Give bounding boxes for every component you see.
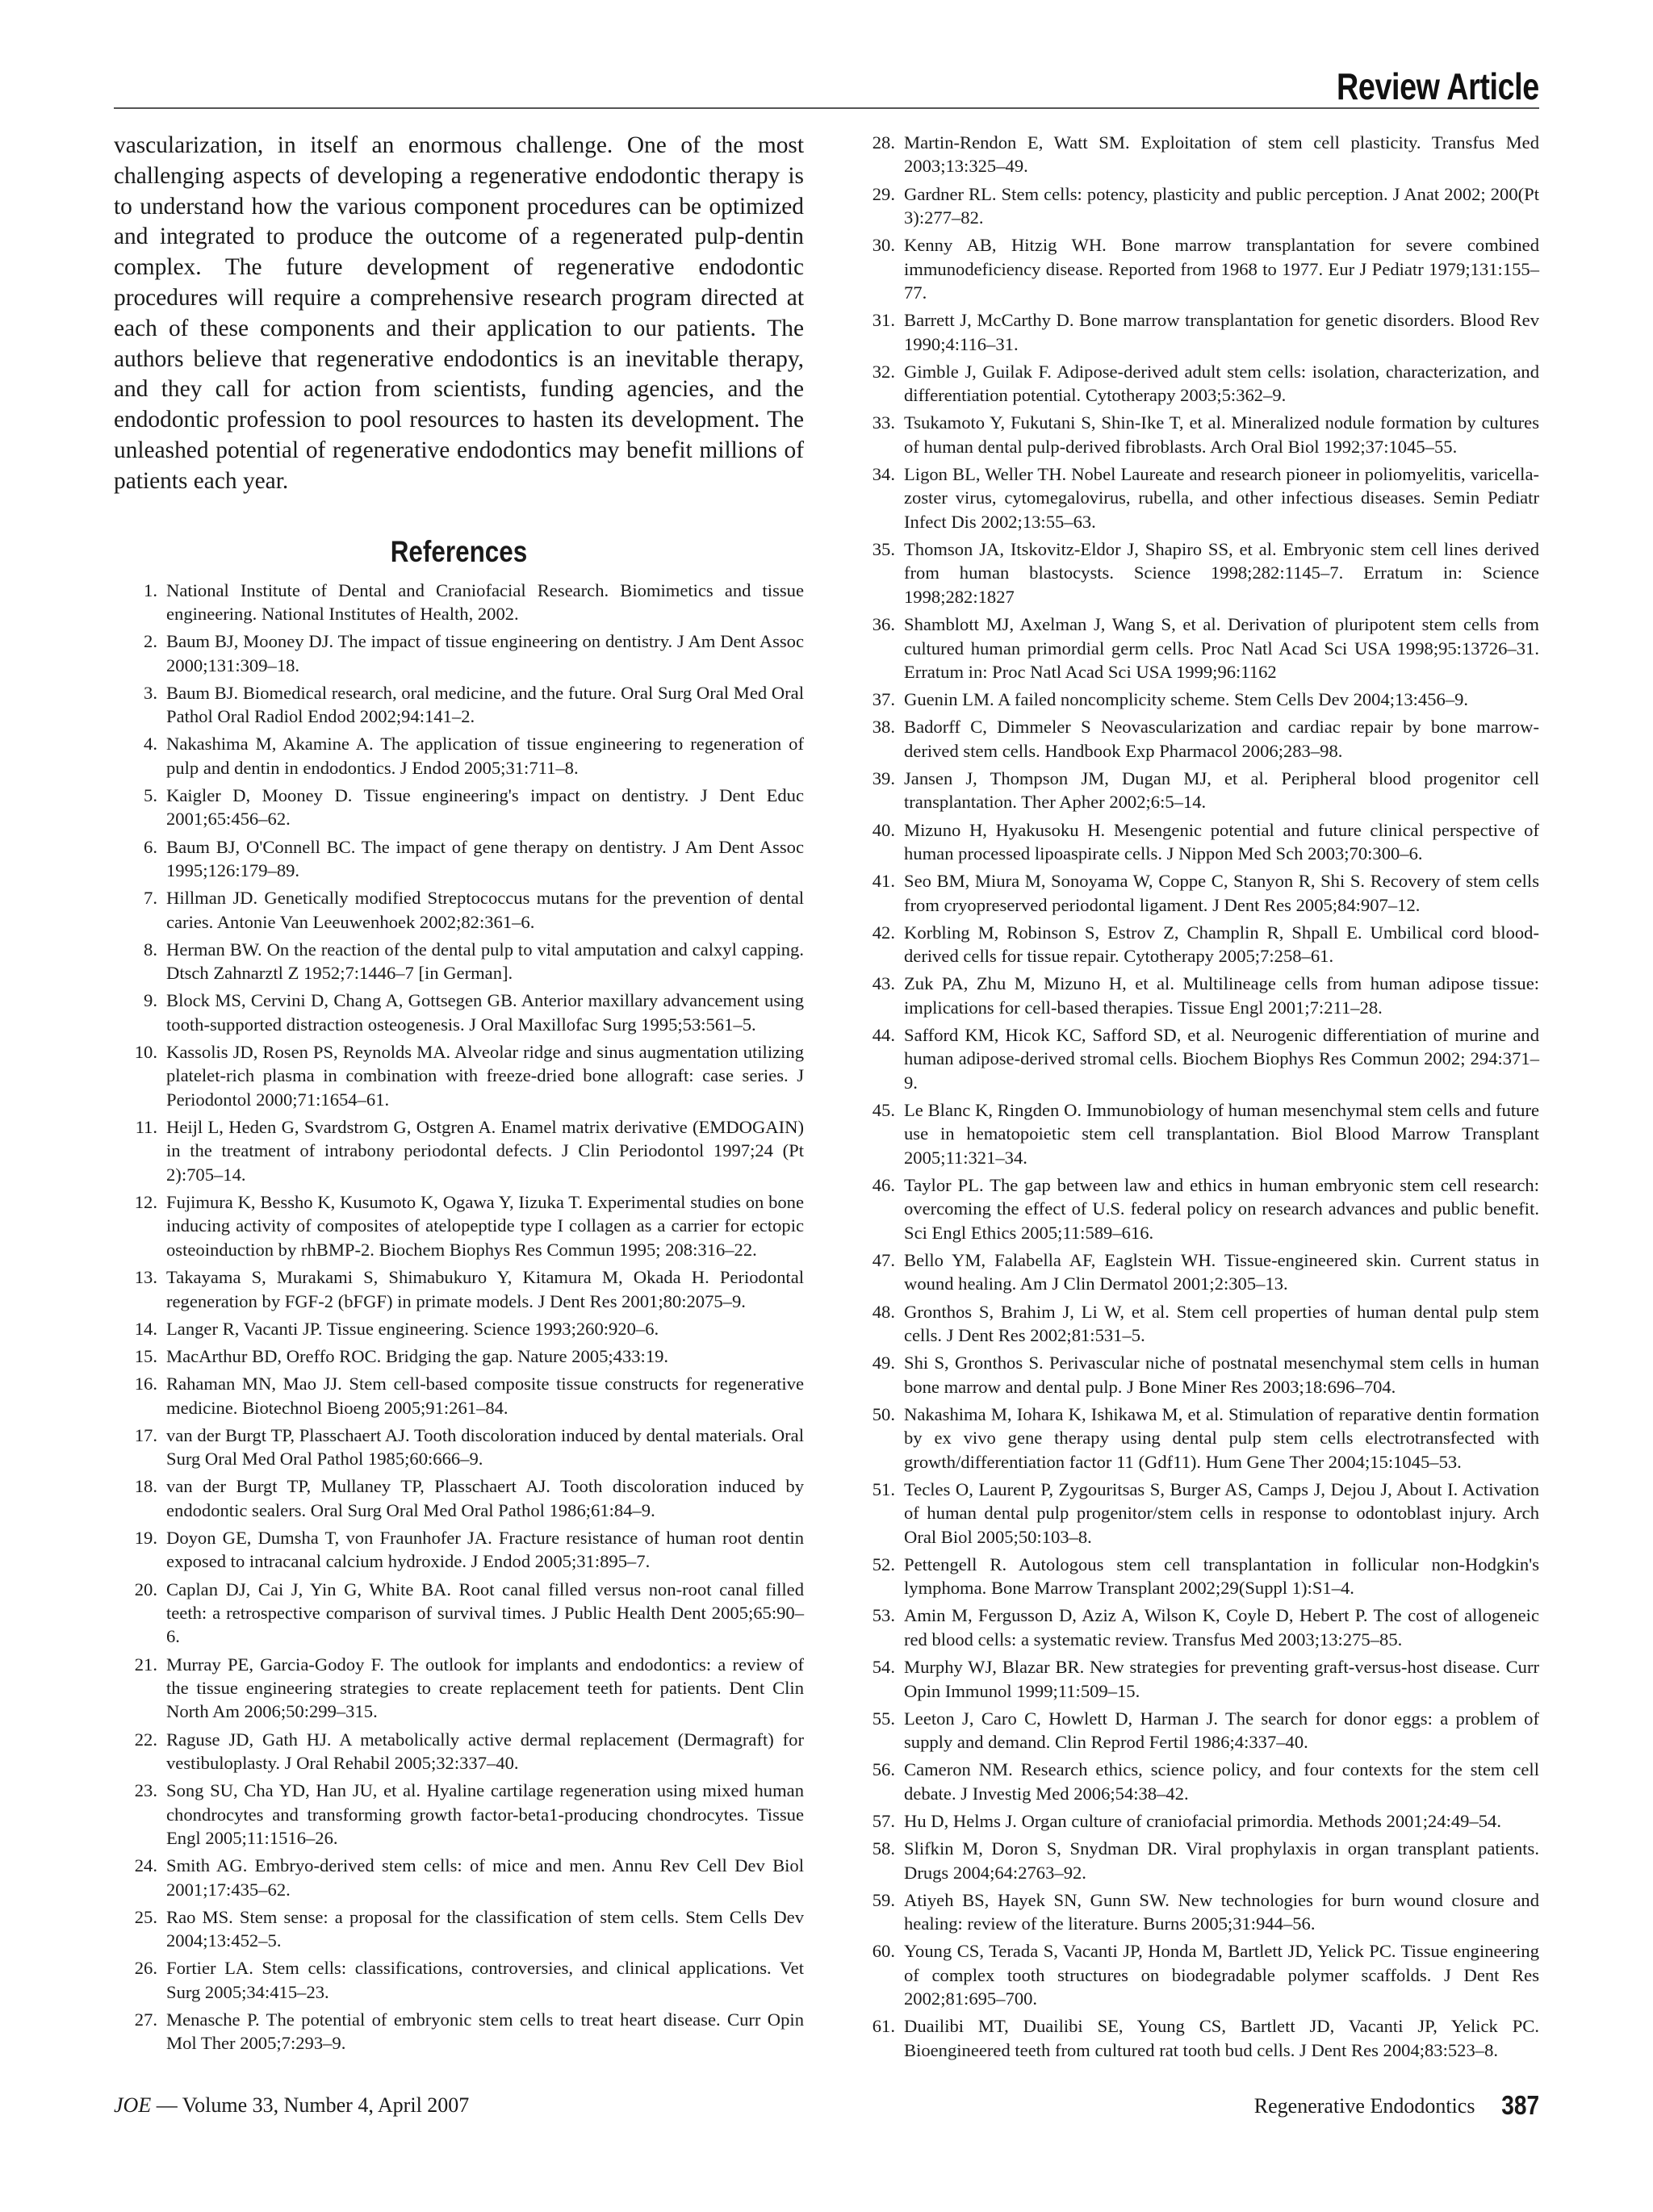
reference-number: 35.	[872, 539, 895, 560]
reference-item	[114, 989, 804, 1036]
reference-number: 30.	[872, 235, 895, 256]
reference-number: 57.	[872, 1810, 895, 1831]
reference-item	[114, 1424, 804, 1471]
reference-text: National Institute of Dental and Craniofacial Research. Biomimetics and tissue engineering. National Institutes of Health, 2002.	[166, 579, 804, 624]
reference-text: Pettengell R. Autologous stem cell transplantation in follicular non-Hodgkin's lymphoma. Bone Marrow Transplant 2002;29(Suppl 1):S1–4.	[904, 1553, 1539, 1599]
reference-item	[865, 1604, 1539, 1651]
reference-item	[865, 1837, 1539, 1884]
running-section: Regenerative Endodontics	[1253, 2094, 1475, 2118]
reference-item	[114, 1728, 804, 1775]
reference-number: 1.	[144, 579, 157, 600]
references-list-right	[865, 131, 1539, 2062]
reference-text: Atiyeh BS, Hayek SN, Gunn SW. New technologies for burn wound closure and healing: review of the literature. Burns 2005;31:944–56.	[904, 1889, 1539, 1934]
reference-number: 56.	[872, 1759, 895, 1780]
reference-text: Korbling M, Robinson S, Estrov Z, Champlin R, Shpall E. Umbilical cord blood-derived cells for tissue repair. Cytotherapy 2005;7:258–61.	[904, 922, 1539, 967]
reference-text: Murray PE, Garcia-Godoy F. The outlook for implants and endodontics: a review of the tissue engineering strategies to create replacement teeth for patients. Dent Clin North Am 2006;50:299–315.	[166, 1654, 804, 1722]
reference-item	[865, 1809, 1539, 1833]
reference-text: Seo BM, Miura M, Sonoyama W, Coppe C, Stanyon R, Shi S. Recovery of stem cells from cryopreserved periodontal ligament. J Dent Res 2005;84:907–12.	[904, 871, 1539, 915]
reference-item	[865, 462, 1539, 533]
reference-text: Taylor PL. The gap between law and ethics in human embryonic stem cell research: overcoming the effect of U.S. federal policy on research advances and public benefit. Sci Engl Ethics 2005;11:589–616.	[904, 1175, 1539, 1243]
reference-text: Barrett J, McCarthy D. Bone marrow transplantation for genetic disorders. Blood Rev 1990;4:116–31.	[904, 310, 1539, 354]
reference-number: 9.	[144, 990, 157, 1011]
reference-number: 54.	[872, 1657, 895, 1678]
reference-text: Baum BJ. Biomedical research, oral medicine, and the future. Oral Surg Oral Med Oral Pathol Oral Radiol Endod 2002;94:141–2.	[166, 682, 804, 727]
reference-item	[114, 629, 804, 677]
reference-item	[114, 1653, 804, 1724]
reference-item	[865, 972, 1539, 1019]
reference-text: Tecles O, Laurent P, Zygouritsas S, Burger AS, Camps J, Dejou J, About I. Activation of human dental pulp progenitor/stem cells in response to odontoblast injury. Arch Oral Biol 2005;50:103–8.	[904, 1478, 1539, 1547]
reference-number: 33.	[872, 412, 895, 433]
reference-text: Thomson JA, Itskovitz-Eldor J, Shapiro SS, et al. Embryonic stem cell lines derived from human blastocysts. Science 1998;282:1145–7. Erratum in: Science 1998;282:1827	[904, 539, 1539, 607]
reference-number: 13.	[134, 1267, 157, 1288]
reference-text: Herman BW. On the reaction of the dental pulp to vital amputation and calxyl capping. Dtsch Zahnarztl Z 1952;7:1446–7 [in German].	[166, 939, 804, 984]
reference-text: Doyon GE, Dumsha T, von Fraunhofer JA. Fracture resistance of human root dentin exposed to intracanal calcium hydroxide. J Endod 2005;31:895–7.	[166, 1527, 804, 1572]
reference-item	[865, 1248, 1539, 1296]
reference-number: 46.	[872, 1175, 895, 1195]
reference-text: Safford KM, Hicok KC, Safford SD, et al. Neurogenic differentiation of murine and human adipose-derived stromal cells. Biochem Biophys Res Commun 2002; 294:371–9.	[904, 1024, 1539, 1093]
reference-text: Caplan DJ, Cai J, Yin G, White BA. Root canal filled versus non-root canal filled teeth: a retrospective comparison of survival times. J Public Health Dent 2005;65:90–6.	[166, 1579, 804, 1647]
reference-number: 17.	[134, 1424, 157, 1445]
reference-number: 7.	[144, 888, 157, 909]
body-paragraph: vascularization, in itself an enormous challenge. One of the most challenging aspects of developing a regenerative endodontic therapy is to understand how the various component procedures can be optimized and integrated to produce the outcome of a regenerated pulp-dentin complex. The future development of regenerative endodontic procedures will require a comprehensive research program directed at each of these components and their application to our patients. The authors believe that regenerative endodontics is an inevitable therapy, and they call for action from scientists, funding agencies, and the endodontic profession to pool resources to hasten its development. The unleashed potential of regenerative endodontics may benefit millions of patients each year.	[114, 132, 804, 494]
reference-text: Langer R, Vacanti JP. Tissue engineering. Science 1993;260:920–6.	[166, 1318, 659, 1339]
reference-item	[865, 1553, 1539, 1600]
reference-text: Bello YM, Falabella AF, Eaglstein WH. Tissue-engineered skin. Current status in wound healing. Am J Clin Dermatol 2001;2:305–13.	[904, 1250, 1539, 1294]
reference-number: 29.	[872, 183, 895, 204]
reference-item	[865, 1939, 1539, 2010]
reference-text: Fortier LA. Stem cells: classifications, controversies, and clinical applications. Vet Surg 2005;34:415–23.	[166, 1958, 804, 2002]
reference-item	[865, 360, 1539, 408]
reference-item	[865, 715, 1539, 763]
reference-item	[865, 1351, 1539, 1399]
section-label: Review Article	[1337, 65, 1539, 107]
reference-item	[114, 1526, 804, 1574]
reference-number: 53.	[872, 1605, 895, 1626]
reference-text: Takayama S, Murakami S, Shimabukuro Y, Kitamura M, Okada H. Periodontal regeneration by FGF-2 (bFGF) in primate models. J Dent Res 2001;80:2075–9.	[166, 1267, 804, 1311]
reference-text: Rahaman MN, Mao JJ. Stem cell-based composite tissue constructs for regenerative medicine. Biotechnol Bioeng 2005;91:261–84.	[166, 1374, 804, 1418]
reference-item	[865, 233, 1539, 304]
reference-text: Raguse JD, Gath HJ. A metabolically active dermal replacement (Dermagraft) for vestibuloplasty. J Oral Rehabil 2005;32:337–40.	[166, 1729, 804, 1773]
reference-item	[114, 1344, 804, 1368]
reference-number: 5.	[144, 785, 157, 805]
reference-item	[114, 681, 804, 729]
reference-number: 52.	[872, 1553, 895, 1574]
reference-item	[114, 1578, 804, 1649]
reference-number: 27.	[134, 2009, 157, 2030]
reference-item	[114, 1317, 804, 1340]
reference-item	[865, 1300, 1539, 1348]
reference-number: 28.	[872, 132, 895, 153]
reference-item	[114, 886, 804, 934]
reference-text: Gardner RL. Stem cells: potency, plasticity and public perception. J Anat 2002; 200(Pt 3):277–82.	[904, 183, 1539, 228]
reference-text: Duailibi MT, Duailibi SE, Young CS, Bartlett JD, Vacanti JP, Yelick PC. Bioengineered teeth from cultured rat tooth bud cells. J Dent Res 2004;83:523–8.	[904, 2016, 1539, 2060]
reference-number: 18.	[134, 1476, 157, 1497]
reference-text: Fujimura K, Bessho K, Kusumoto K, Ogawa Y, Iizuka T. Experimental studies on bone inducing activity of composites of atelopeptide type I collagen as a carrier for ectopic osteoinduction by rhBMP-2. Biochem Biophys Res Commun 1995; 208:316–22.	[166, 1192, 804, 1260]
reference-number: 3.	[144, 682, 157, 703]
reference-number: 4.	[144, 734, 157, 755]
reference-item	[865, 131, 1539, 178]
reference-text: Gronthos S, Brahim J, Li W, et al. Stem cell properties of human dental pulp stem cells. J Dent Res 2002;81:531–5.	[904, 1301, 1539, 1346]
reference-item	[865, 1173, 1539, 1244]
reference-text: Ligon BL, Weller TH. Nobel Laureate and research pioneer in poliomyelitis, varicella-zoster virus, cytomegalovirus, rubella, and other infectious diseases. Semin Pediatr Infect Dis 2002;13:55–63.	[904, 464, 1539, 532]
reference-text: Cameron NM. Research ethics, science policy, and four contexts for the stem cell debate. J Investig Med 2006;54:38–42.	[904, 1759, 1539, 1804]
reference-number: 51.	[872, 1478, 895, 1499]
reference-number: 14.	[134, 1318, 157, 1339]
left-column	[114, 131, 804, 2059]
journal-name: JOE	[114, 2093, 152, 2117]
reference-text: Mizuno H, Hyakusoku H. Mesengenic potential and future clinical perspective of human processed lipoaspirate cells. J Nippon Med Sch 2003;70:300–6.	[904, 819, 1539, 863]
reference-number: 11.	[135, 1117, 157, 1138]
reference-item	[865, 1655, 1539, 1703]
reference-item	[865, 921, 1539, 968]
reference-number: 59.	[872, 1889, 895, 1910]
reference-item	[114, 835, 804, 883]
reference-number: 10.	[134, 1042, 157, 1063]
reference-text: Shamblott MJ, Axelman J, Wang S, et al. Derivation of pluripotent stem cells from cultured human primordial germ cells. Proc Natl Acad Sci USA 1998;95:13726–31. Erratum in: Proc Natl Acad Sci USA 1999;96:1162	[904, 614, 1539, 682]
reference-item	[865, 688, 1539, 711]
reference-number: 2.	[144, 631, 157, 652]
reference-item	[865, 1478, 1539, 1549]
reference-item	[114, 1779, 804, 1850]
reference-number: 39.	[872, 767, 895, 788]
reference-number: 41.	[872, 871, 895, 892]
reference-text: Smith AG. Embryo-derived stem cells: of mice and men. Annu Rev Cell Dev Biol 2001;17:435–62.	[166, 1855, 804, 1900]
reference-text: Guenin LM. A failed noncomplicity scheme. Stem Cells Dev 2004;13:456–9.	[904, 689, 1469, 710]
reference-item	[865, 2014, 1539, 2062]
reference-text: Zuk PA, Zhu M, Mizuno H, et al. Multilineage cells from human adipose tissue: implications for cell-based therapies. Tissue Engl 2001;7:211–28.	[904, 973, 1539, 1018]
reference-text: Shi S, Gronthos S. Perivascular niche of postnatal mesenchymal stem cells in human bone marrow and dental pulp. J Bone Miner Res 2003;18:696–704.	[904, 1353, 1539, 1397]
references-list-left	[114, 579, 804, 2055]
reference-text: Heijl L, Heden G, Svardstrom G, Ostgren A. Enamel matrix derivative (EMDOGAIN) in the treatment of intrabony periodontal defects. J Clin Periodontol 1997;24 (Pt 2):705–14.	[166, 1117, 804, 1185]
reference-text: MacArthur BD, Oreffo ROC. Bridging the gap. Nature 2005;433:19.	[166, 1345, 669, 1366]
reference-item	[865, 1023, 1539, 1094]
reference-text: Nakashima M, Iohara K, Ishikawa M, et al. Stimulation of reparative dentin formation by ex vivo gene therapy using dental pulp stem cells electrotransfected with growth/differentiation factor 11 (Gdf11). Hum Gene Ther 2004;15:1045–53.	[904, 1403, 1539, 1472]
reference-item	[865, 818, 1539, 866]
reference-number: 55.	[872, 1708, 895, 1729]
reference-text: Amin M, Fergusson D, Aziz A, Wilson K, Coyle D, Hebert P. The cost of allogeneic red blood cells: a systematic review. Transfus Med 2003;13:275–85.	[904, 1605, 1539, 1650]
reference-number: 25.	[134, 1906, 157, 1927]
reference-number: 15.	[134, 1345, 157, 1366]
reference-item	[114, 732, 804, 780]
reference-item	[114, 1956, 804, 2004]
reference-text: Baum BJ, O'Connell BC. The impact of gene therapy on dentistry. J Am Dent Assoc 1995;126:179–89.	[166, 836, 804, 881]
reference-item	[114, 1854, 804, 1901]
reference-text: van der Burgt TP, Plasschaert AJ. Tooth discoloration induced by dental materials. Oral Surg Oral Med Oral Pathol 1985;60:666–9.	[166, 1424, 804, 1470]
reference-number: 24.	[134, 1855, 157, 1876]
reference-item	[114, 1115, 804, 1186]
reference-number: 43.	[872, 973, 895, 994]
reference-item	[865, 1758, 1539, 1805]
reference-item	[865, 613, 1539, 684]
reference-text: Tsukamoto Y, Fukutani S, Shin-Ike T, et al. Mineralized nodule formation by cultures of human dental pulp-derived fibroblasts. Arch Oral Biol 1992;37:1045–55.	[904, 412, 1539, 457]
reference-number: 42.	[872, 922, 895, 943]
reference-number: 16.	[134, 1374, 157, 1395]
reference-number: 38.	[872, 717, 895, 738]
reference-text: Kassolis JD, Rosen PS, Reynolds MA. Alveolar ridge and sinus augmentation utilizing platelet-rich plasma in combination with freeze-dried bone allograft: case series. J Periodontol 2000;71:1654–61.	[166, 1042, 804, 1110]
reference-number: 8.	[144, 939, 157, 960]
reference-item	[114, 1265, 804, 1313]
reference-item	[114, 2008, 804, 2055]
reference-text: Le Blanc K, Ringden O. Immunobiology of human mesenchymal stem cells and future use in hematopoietic stem cell transplantation. Biol Blood Marrow Transplant 2005;11:321–34.	[904, 1099, 1539, 1168]
reference-item	[865, 1707, 1539, 1754]
reference-text: Menasche P. The potential of embryonic stem cells to treat heart disease. Curr Opin Mol Ther 2005;7:293–9.	[166, 2009, 804, 2054]
reference-item	[865, 869, 1539, 917]
reference-number: 37.	[872, 689, 895, 710]
reference-text: Rao MS. Stem sense: a proposal for the classification of stem cells. Stem Cells Dev 2004;13:452–5.	[166, 1906, 804, 1951]
reference-item	[865, 411, 1539, 458]
reference-text: Kaigler D, Mooney D. Tissue engineering's impact on dentistry. J Dent Educ 2001;65:456–62.	[166, 785, 804, 830]
right-column	[865, 131, 1539, 2066]
reference-number: 60.	[872, 1941, 895, 1962]
reference-item	[114, 1040, 804, 1111]
reference-item	[865, 537, 1539, 608]
page-number: 387	[1501, 2090, 1539, 2120]
reference-number: 47.	[872, 1250, 895, 1271]
reference-text: Song SU, Cha YD, Han JU, et al. Hyaline cartilage regeneration using mixed human chondrocytes and transforming growth factor-beta1-producing chondrocytes. Tissue Engl 2005;11:1516–26.	[166, 1780, 804, 1848]
reference-number: 6.	[144, 836, 157, 857]
reference-item	[114, 784, 804, 831]
page-footer	[114, 2092, 1539, 2119]
reference-text: Kenny AB, Hitzig WH. Bone marrow transplantation for severe combined immunodeficiency disease. Reported from 1968 to 1977. Eur J Pediatr 1979;131:155–77.	[904, 235, 1539, 303]
reference-item	[114, 579, 804, 626]
reference-number: 44.	[872, 1024, 895, 1045]
reference-number: 49.	[872, 1353, 895, 1374]
reference-text: Jansen J, Thompson JM, Dugan MJ, et al. Peripheral blood progenitor cell transplantation. Ther Apher 2002;6:5–14.	[904, 767, 1539, 813]
reference-number: 23.	[134, 1780, 157, 1801]
reference-item	[114, 1905, 804, 1953]
reference-number: 36.	[872, 614, 895, 635]
reference-number: 31.	[872, 310, 895, 331]
reference-number: 26.	[134, 1958, 157, 1979]
reference-number: 34.	[872, 464, 895, 485]
reference-text: Slifkin M, Doron S, Snydman DR. Viral prophylaxis in organ transplant patients. Drugs 2004;64:2763–92.	[904, 1838, 1539, 1883]
reference-text: Baum BJ, Mooney DJ. The impact of tissue engineering on dentistry. J Am Dent Assoc 2000;131:309–18.	[166, 631, 804, 675]
reference-number: 61.	[872, 2016, 895, 2037]
reference-number: 45.	[872, 1099, 895, 1120]
reference-text: Hu D, Helms J. Organ culture of craniofacial primordia. Methods 2001;24:49–54.	[904, 1810, 1502, 1831]
reference-text: Gimble J, Guilak F. Adipose-derived adult stem cells: isolation, characterization, and differentiation potential. Cytotherapy 2003;5:362–9.	[904, 361, 1539, 406]
reference-text: Martin-Rendon E, Watt SM. Exploitation of stem cell plasticity. Transfus Med 2003;13:325–49.	[904, 132, 1539, 177]
reference-text: van der Burgt TP, Mullaney TP, Plasschaert AJ. Tooth discoloration induced by endodontic sealers. Oral Surg Oral Med Oral Pathol 1986;61:84–9.	[166, 1476, 804, 1520]
references-heading: References	[390, 534, 528, 568]
reference-text: Badorff C, Dimmeler S Neovascularization and cardiac repair by bone marrow-derived stem cells. Handbook Exp Pharmacol 2006;283–98.	[904, 717, 1539, 761]
reference-number: 48.	[872, 1301, 895, 1322]
reference-number: 32.	[872, 361, 895, 382]
reference-text: Murphy WJ, Blazar BR. New strategies for preventing graft-versus-host disease. Curr Opin Immunol 1999;11:509–15.	[904, 1657, 1539, 1701]
reference-number: 19.	[134, 1527, 157, 1548]
reference-item	[865, 767, 1539, 814]
reference-text: Nakashima M, Akamine A. The application of tissue engineering to regeneration of pulp and dentin in endodontics. J Endod 2005;31:711–8.	[166, 734, 804, 778]
reference-item	[865, 1403, 1539, 1474]
reference-item	[865, 1888, 1539, 1936]
reference-text: Leeton J, Caro C, Howlett D, Harman J. The search for donor eggs: a problem of supply and demand. Clin Reprod Fertil 1986;4:337–40.	[904, 1708, 1539, 1753]
reference-item	[114, 1190, 804, 1261]
reference-number: 20.	[134, 1579, 157, 1599]
reference-number: 58.	[872, 1838, 895, 1859]
reference-item	[114, 938, 804, 985]
reference-number: 12.	[134, 1192, 157, 1213]
reference-number: 40.	[872, 819, 895, 840]
header-rule	[114, 107, 1539, 109]
reference-number: 21.	[134, 1654, 157, 1675]
reference-item	[114, 1372, 804, 1420]
reference-text: Block MS, Cervini D, Chang A, Gottsegen GB. Anterior maxillary advancement using tooth-supported distraction osteogenesis. J Oral Maxillofac Surg 1995;53:561–5.	[166, 990, 804, 1035]
reference-text: Hillman JD. Genetically modified Streptococcus mutans for the prevention of dental caries. Antonie Van Leeuwenhoek 2002;82:361–6.	[166, 888, 804, 932]
reference-item	[865, 1098, 1539, 1169]
reference-number: 22.	[134, 1729, 157, 1750]
issue-info: — Volume 33, Number 4, April 2007	[151, 2093, 470, 2117]
reference-number: 50.	[872, 1403, 895, 1424]
reference-text: Young CS, Terada S, Vacanti JP, Honda M, Bartlett JD, Yelick PC. Tissue engineering of complex tooth structures on biodegradable polymer scaffolds. J Dent Res 2002;81:695–700.	[904, 1941, 1539, 2009]
reference-item	[865, 308, 1539, 356]
reference-item	[865, 182, 1539, 230]
reference-item	[114, 1474, 804, 1522]
